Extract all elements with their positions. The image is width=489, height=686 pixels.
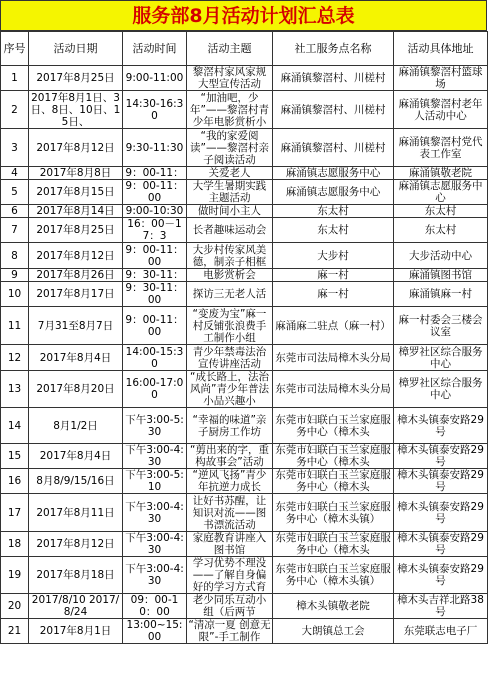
- row-no-cell: 16: [1, 469, 29, 494]
- table-row: [1, 218, 488, 243]
- table-row: [1, 345, 488, 371]
- row-theme-cell: 青少年禁毒法治宣传讲座活动: [187, 345, 273, 371]
- row-time-cell: 9:00-11:00: [123, 66, 187, 91]
- row-address-cell: 樟木头镇泰安路29号: [394, 494, 488, 532]
- row-theme-cell: “逆风飞扬”青少年抗逆力成长: [187, 469, 273, 494]
- row-date-cell: 2017年8月26日: [29, 269, 123, 282]
- row-no-cell: 3: [1, 129, 29, 167]
- row-theme-cell: 黎滘村家风家规大型宣传活动: [187, 66, 273, 91]
- row-time-cell: 16:00-17:00: [123, 371, 187, 408]
- row-address-cell: 麻涌镇志愿服务中心: [394, 180, 488, 205]
- table-row: [1, 269, 488, 282]
- table-row: [1, 594, 488, 619]
- row-address-cell: 樟罗社区综合服务中心: [394, 371, 488, 408]
- row-address-cell: 麻涌镇黎滘村老年人活动中心: [394, 91, 488, 129]
- row-address-cell: 樟木头镇泰安路29号: [394, 408, 488, 444]
- row-no-cell: 19: [1, 557, 29, 594]
- row-time-cell: 9：00-11：00: [123, 243, 187, 269]
- row-time-cell: 下午3:00-5:10: [123, 469, 187, 494]
- row-date-cell: 2017年8月8日: [29, 167, 123, 180]
- row-address-cell: 大步活动中心: [394, 243, 488, 269]
- row-no-cell: 8: [1, 243, 29, 269]
- row-theme-cell: “清凉一夏 创意无限”-手工制作: [188, 619, 271, 643]
- row-site-cell: 东莞市司法局樟木头分局: [273, 371, 394, 408]
- row-theme-cell: “成长路上，法治风尚”青少年普法小品兴趣小: [187, 371, 273, 408]
- row-site-cell: 麻涌镇志愿服务中心: [273, 180, 394, 205]
- table-row: [1, 371, 488, 408]
- table-row: [1, 243, 488, 269]
- row-address-cell: 樟木头镇泰安路29号: [394, 444, 488, 469]
- row-time-cell: 9：00-11：: [123, 167, 187, 180]
- table-row: [1, 494, 488, 532]
- row-no-cell: 7: [1, 218, 29, 243]
- row-no-cell: 20: [1, 594, 29, 619]
- row-site-cell: 东莞市妇联白玉兰家庭服务中心（樟木头: [273, 444, 394, 469]
- row-no-cell: 2: [1, 91, 29, 129]
- row-site-cell: 麻涌麻二驻点（麻一村）: [273, 307, 394, 345]
- row-address-cell: 樟木头吉祥北路38号: [394, 594, 488, 619]
- header-site: 社工服务点名称: [273, 32, 394, 66]
- table-row: [1, 91, 488, 129]
- row-theme-cell: 探访三无老人活: [187, 282, 273, 307]
- row-site-cell: 麻涌镇黎滘村、川槎村: [273, 66, 394, 91]
- row-address-cell: 樟木头镇泰安路29号: [394, 469, 488, 494]
- row-time-cell: 下午3:00-4:30: [123, 494, 187, 532]
- row-no-cell: 5: [1, 180, 29, 205]
- row-date-cell: 8月8/9/15/16日: [29, 469, 123, 494]
- table-row: [1, 307, 488, 345]
- row-theme-cell: 大步村传家风美德，制亲子相框: [187, 243, 273, 269]
- row-time-cell: 下午3:00-4:30: [123, 532, 187, 557]
- activity-table: [0, 31, 488, 644]
- row-time-cell: 09：00-10：00: [123, 594, 187, 619]
- row-date-cell: 2017年8月12日: [29, 243, 123, 269]
- row-no-cell: 15: [1, 444, 29, 469]
- row-theme-cell: 关爱老人: [187, 167, 273, 180]
- row-address-cell: 麻涌镇黎滘村篮球场: [394, 66, 488, 91]
- row-address-cell: 麻一村委会三楼会议室: [394, 307, 488, 345]
- row-date-cell: 2017年8月25日: [29, 66, 123, 91]
- table-row: [1, 205, 488, 218]
- row-time-cell: 9：30-11：: [123, 269, 187, 282]
- row-date-cell: 2017年8月17日: [29, 282, 123, 307]
- row-site-cell: 樟木头镇敬老院: [273, 594, 394, 619]
- row-theme-cell: 大学生暑期实践主题活动: [187, 180, 273, 205]
- table-row: [1, 619, 488, 644]
- header-row: [1, 32, 488, 66]
- row-time-cell: 13:00~15:00: [123, 619, 187, 644]
- row-theme-cell: “加油吧，少年”——黎滘村青少年电影赏析小: [187, 91, 273, 129]
- row-date-cell: 2017年8月14日: [29, 205, 123, 218]
- row-no-cell: 9: [1, 269, 29, 282]
- table-row: [1, 167, 488, 180]
- row-site-cell: 东莞市妇联白玉兰家庭服务中心（樟木头: [273, 469, 394, 494]
- table-row: [1, 408, 488, 444]
- row-time-cell: 下午3:00-5:30: [123, 408, 187, 444]
- row-no-cell: 11: [1, 307, 29, 345]
- row-time-cell: 14:30-16:30: [123, 91, 187, 129]
- table-row: [1, 444, 488, 469]
- row-address-cell: 樟木头镇泰安路29号: [394, 557, 488, 594]
- row-time-cell: 下午3:00-4:30: [123, 444, 187, 469]
- header-address: 活动具体地址: [394, 32, 488, 66]
- row-no-cell: 12: [1, 345, 29, 371]
- row-theme-cell: 家庭教育讲座入图书馆: [187, 532, 273, 557]
- row-site-cell: 麻涌镇黎滘村、川槎村: [273, 129, 394, 167]
- table-row: [1, 557, 488, 594]
- row-time-cell: 9:30-11:30: [123, 129, 187, 167]
- row-address-cell: 东太村: [394, 218, 488, 243]
- row-theme-cell: 长者趣味运动会: [187, 218, 273, 243]
- row-site-cell: 东莞市妇联白玉兰家庭服务中心（樟木头: [273, 532, 394, 557]
- row-no-cell: 17: [1, 494, 29, 532]
- table-row: [1, 129, 488, 167]
- row-address-cell: 樟木头镇泰安路29号: [394, 532, 488, 557]
- row-address-cell: 麻涌镇麻一村: [394, 282, 488, 307]
- row-time-cell: 9：00-11：00: [123, 180, 187, 205]
- row-date-cell: 2017年8月1日、3日、8日、10日、15日、: [29, 91, 123, 129]
- table-row: [1, 469, 488, 494]
- row-theme-cell: 电影赏析会: [187, 269, 273, 282]
- row-theme-cell: 老少同乐互动小组（后两节: [187, 594, 273, 619]
- row-theme-cell: “变废为宝”麻一村反铺张浪费手工制作小组: [187, 307, 273, 345]
- row-no-cell: 21: [1, 619, 29, 644]
- row-no-cell: 14: [1, 408, 29, 444]
- table-row: [1, 532, 488, 557]
- row-site-cell: 麻一村: [273, 269, 394, 282]
- row-date-cell: 2017年8月15日: [29, 180, 123, 205]
- row-site-cell: 麻一村: [273, 282, 394, 307]
- row-date-cell: 2017年8月12日: [29, 129, 123, 167]
- table-row: [1, 66, 488, 91]
- row-date-cell: 2017年8月18日: [29, 557, 123, 594]
- row-date-cell: 2017年8月1日: [29, 619, 123, 644]
- row-address-cell: 东莞联志电子厂: [394, 619, 488, 644]
- row-theme-cell: 学习优势不理没——了解自身偏好的学习方式育: [187, 557, 273, 594]
- row-site-cell: 东太村: [273, 218, 394, 243]
- row-theme-cell: 做时间小主人: [187, 205, 273, 218]
- row-no-cell: 1: [1, 66, 29, 91]
- row-date-cell: 2017年8月11日: [29, 494, 123, 532]
- row-no-cell: 13: [1, 371, 29, 408]
- row-no-cell: 6: [1, 205, 29, 218]
- row-time-cell: 9:00-10:30: [123, 205, 187, 218]
- row-time-cell: 下午3:00-4:30: [123, 557, 187, 594]
- sheet-title: 服务部8月活动计划汇总表: [0, 0, 487, 31]
- row-time-cell: 16：00－17：3: [123, 218, 187, 243]
- row-address-cell: 麻涌镇敬老院: [394, 167, 488, 180]
- row-site-cell: 东莞市妇联白玉兰家庭服务中心（樟木头镇）: [273, 557, 394, 594]
- header-time: 活动时间: [123, 32, 187, 66]
- row-date-cell: 2017年8月20日: [29, 371, 123, 408]
- row-no-cell: 18: [1, 532, 29, 557]
- header-date: 活动日期: [29, 32, 123, 66]
- table-row: [1, 282, 488, 307]
- row-site-cell: 大朗镇总工会: [273, 619, 394, 644]
- table-row: [1, 180, 488, 205]
- row-address-cell: 东太村: [394, 205, 488, 218]
- row-address-cell: 麻涌镇图书馆: [394, 269, 488, 282]
- row-site-cell: 东莞市妇联白玉兰家庭服务中心（樟木头: [273, 408, 394, 444]
- row-address-cell: 樟罗社区综合服务中心: [394, 345, 488, 371]
- row-theme-cell: “幸福的味道”亲子厨房工作坊: [187, 408, 273, 444]
- row-site-cell: 东莞市司法局樟木头分局: [273, 345, 394, 371]
- row-site-cell: 麻涌镇志愿服务中心: [273, 167, 394, 180]
- row-no-cell: 10: [1, 282, 29, 307]
- header-no: 序号: [1, 32, 29, 66]
- row-time-cell: 9：00-11：00: [123, 307, 187, 345]
- row-date-cell: 8月1/2日: [29, 408, 123, 444]
- row-site-cell: 东莞市妇联白玉兰家庭服务中心（樟木头镇）: [273, 494, 394, 532]
- row-site-cell: 大步村: [273, 243, 394, 269]
- row-theme-cell: “剪出来的字，重构故事会”活动: [187, 444, 273, 469]
- row-site-cell: 麻涌镇黎滘村、川槎村: [273, 91, 394, 129]
- row-date-cell: 2017年8月25日: [29, 218, 123, 243]
- row-site-cell: 东太村: [273, 205, 394, 218]
- row-date-cell: 7月31至8月7日: [29, 307, 123, 345]
- row-theme-cell: 让好书苏醒，让知识对流——图书漂流活动: [187, 494, 273, 532]
- row-time-cell: 14:00-15:30: [123, 345, 187, 371]
- row-date-cell: 2017/8/10 2017/8/24: [29, 594, 123, 619]
- header-theme: 活动主题: [187, 32, 273, 66]
- row-theme-cell: “我的家爱阅读”——黎滘村亲子阅读活动: [187, 129, 273, 167]
- row-date-cell: 2017年8月4日: [29, 444, 123, 469]
- row-date-cell: 2017年8月12日: [29, 532, 123, 557]
- row-date-cell: 2017年8月4日: [29, 345, 123, 371]
- row-time-cell: 9：30-11：00: [123, 282, 187, 307]
- row-address-cell: 麻涌镇黎滘村党代表工作室: [394, 129, 488, 167]
- row-no-cell: 4: [1, 167, 29, 180]
